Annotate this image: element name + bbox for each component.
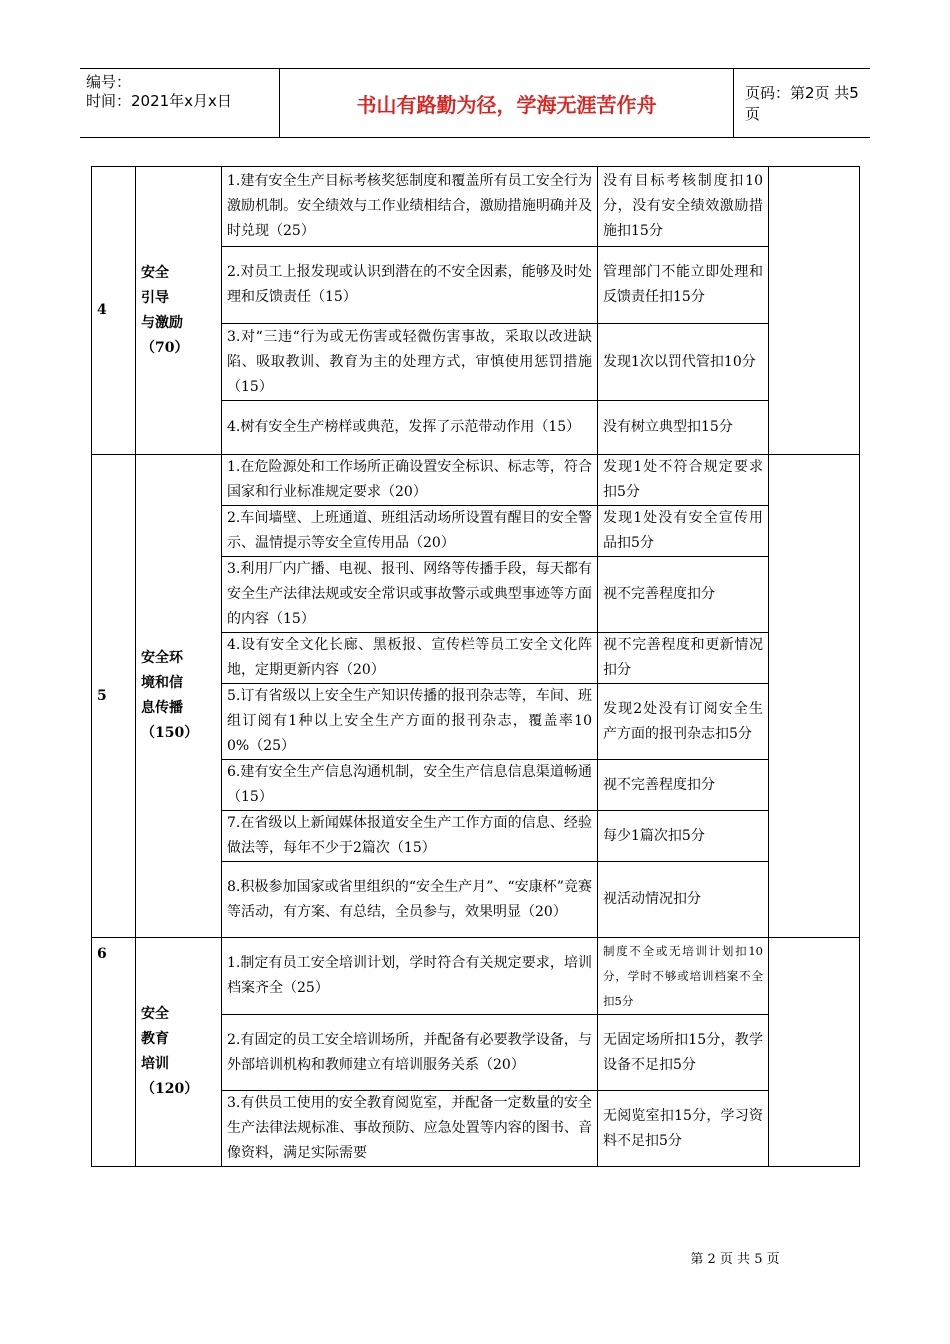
deduction-text: 发现1处不符合规定要求扣5分	[598, 455, 769, 506]
item-text: 4.树有安全生产榜样或典范，发挥了示范带动作用（15）	[222, 401, 598, 455]
deduction-text: 无阅览室扣15分，学习资料不足扣5分	[598, 1091, 769, 1167]
section-number: 6	[92, 938, 136, 1167]
item-text: 1.在危险源处和工作场所正确设置安全标识、标志等，符合国家和行业标准规定要求（20）	[222, 455, 598, 506]
page-header	[80, 68, 870, 138]
item-text: 8.积极参加国家或省里组织的“安全生产月”、“安康杯”竞赛等活动，有方案、有总结，全员参与，效果明显（20）	[222, 862, 598, 938]
motto: 书山有路勤为径，学海无涯苦作舟	[280, 69, 734, 137]
score-cell	[769, 938, 860, 1167]
deduction-text: 制度不全或无培训计划扣10分，学时不够或培训档案不全扣5分	[598, 938, 769, 1015]
deduction-text: 视不完善程度和更新情况扣分	[598, 633, 769, 684]
deduction-text: 没有树立典型扣15分	[598, 401, 769, 455]
deduction-text: 发现2处没有订阅安全生产方面的报刊杂志扣5分	[598, 684, 769, 760]
section-category: 安全 引导 与激励 （70）	[136, 167, 222, 455]
deduction-text: 视不完善程度扣分	[598, 557, 769, 633]
table-row	[92, 167, 860, 247]
header-meta	[80, 69, 280, 137]
assessment-table	[91, 166, 860, 1167]
item-text: 2.对员工上报发现或认识到潜在的不安全因素，能够及时处理和反馈责任（15）	[222, 247, 598, 324]
deduction-text: 发现1次以罚代管扣10分	[598, 324, 769, 401]
table-row	[92, 938, 860, 1015]
item-text: 2.有固定的员工安全培训场所，并配备有必要教学设备，与外部培训机构和教师建立有培训服务关系（20）	[222, 1015, 598, 1091]
deduction-text: 视不完善程度扣分	[598, 760, 769, 811]
item-text: 3.对“三违“行为或无伤害或轻微伤害事故，采取以改进缺陷、吸取教训、教育为主的处理方式，审慎使用惩罚措施（15）	[222, 324, 598, 401]
page-code: 页码：第2页 共5页	[745, 84, 859, 123]
deduction-text: 没有目标考核制度扣10分，没有安全绩效激励措施扣15分	[598, 167, 769, 247]
item-text: 5.订有省级以上安全生产知识传播的报刊杂志等，车间、班组订阅有1种以上安全生产方面的报刊杂志，覆盖率100%（25）	[222, 684, 598, 760]
item-text: 1.制定有员工安全培训计划，学时符合有关规定要求，培训档案齐全（25）	[222, 938, 598, 1015]
deduction-text: 每少1篇次扣5分	[598, 811, 769, 862]
item-text: 3.利用厂内广播、电视、报刊、网络等传播手段，每天都有安全生产法律法规或安全常识或事故警示或典型事迹等方面的内容（15）	[222, 557, 598, 633]
section-number: 5	[92, 455, 136, 938]
section-category: 安全环 境和信 息传播 （150）	[136, 455, 222, 938]
number-label: 编号：	[86, 73, 132, 91]
table-row	[92, 455, 860, 506]
section-category: 安全 教育 培训 （120）	[136, 938, 222, 1167]
deduction-text: 管理部门不能立即处理和反馈责任扣15分	[598, 247, 769, 324]
item-text: 1.建有安全生产目标考核奖惩制度和覆盖所有员工安全行为激励机制。安全绩效与工作业绩相结合，激励措施明确并及时兑现（25）	[222, 167, 598, 247]
item-text: 2.车间墙壁、上班通道、班组活动场所设置有醒目的安全警示、温情提示等安全宣传用品（20）	[222, 506, 598, 557]
score-cell	[769, 167, 860, 455]
deduction-text: 视活动情况扣分	[598, 862, 769, 938]
item-text: 7.在省级以上新闻媒体报道安全生产工作方面的信息、经验做法等，每年不少于2篇次（15）	[222, 811, 598, 862]
page-footer	[0, 1248, 950, 1267]
score-cell	[769, 455, 860, 938]
section-number: 4	[92, 167, 136, 455]
item-text: 6.建有安全生产信息沟通机制，安全生产信息信息渠道畅通（15）	[222, 760, 598, 811]
item-text: 4.设有安全文化长廊、黑板报、宣传栏等员工安全文化阵地，定期更新内容（20）	[222, 633, 598, 684]
deduction-text: 发现1处没有安全宣传用品扣5分	[598, 506, 769, 557]
item-text: 3.有供员工使用的安全教育阅览室，并配备一定数量的安全生产法律法规标准、事故预防、应急处置等内容的图书、音像资料，满足实际需要	[222, 1091, 598, 1167]
time-label: 时间：2021年x月x日	[86, 92, 232, 110]
footer-page-number: 第 2 页 共 5 页	[690, 1252, 780, 1267]
deduction-text: 无固定场所扣15分，教学设备不足扣5分	[598, 1015, 769, 1091]
